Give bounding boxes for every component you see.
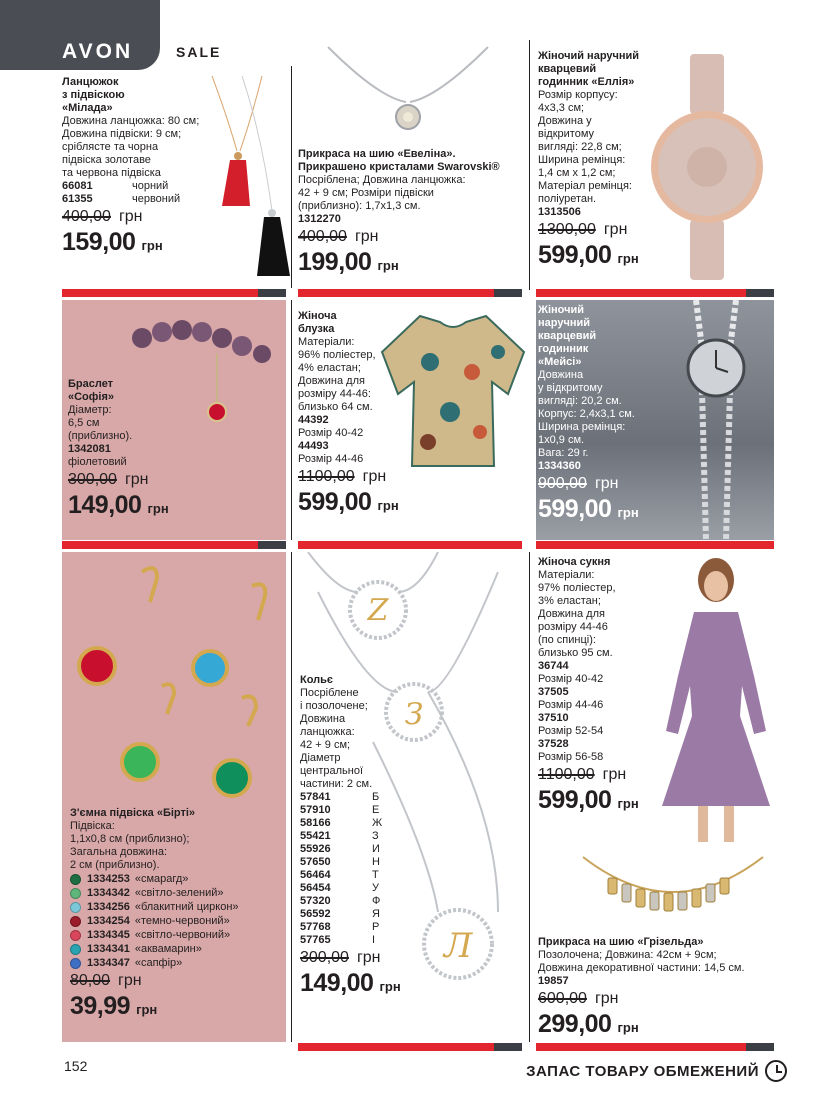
- old-price: 1300,00 грн: [538, 221, 628, 238]
- product-size: Розмір 40-42: [538, 673, 604, 685]
- stock-note: [526, 1060, 787, 1082]
- old-price: 600,00 грн: [538, 990, 619, 1007]
- product-desc: частини: 2 см.: [300, 778, 373, 790]
- product-sofia[interactable]: [62, 300, 286, 540]
- product-code: 37510: [538, 712, 569, 724]
- product-desc: Загальна довжина:: [70, 846, 168, 858]
- product-title: з підвіскою: [62, 89, 125, 101]
- birti-charms-image: [62, 558, 286, 798]
- product-desc: 6,5 см: [68, 417, 100, 429]
- new-price: 599,00 грн: [538, 241, 639, 269]
- product-title: «Мейсі»: [538, 356, 582, 368]
- product-desc: і позолочене;: [300, 700, 368, 712]
- product-desc: Довжина для: [538, 608, 605, 620]
- product-title: «Софія»: [68, 391, 114, 403]
- product-kolie[interactable]: [298, 552, 526, 1042]
- brand-logo: AVON: [62, 40, 134, 63]
- product-desc: 1x0,9 см.: [538, 434, 585, 446]
- swatch-dot: [70, 902, 81, 913]
- product-desc: Довжина підвіски: 9 см;: [62, 128, 182, 140]
- product-desc: Посріблене: [300, 687, 359, 699]
- swatch-dot: [70, 944, 81, 955]
- product-title: Браслет: [68, 378, 114, 390]
- divider: [529, 40, 530, 290]
- product-variant: фіолетовий: [68, 456, 127, 468]
- old-price: 300,00 грн: [68, 471, 149, 488]
- swatch-row[interactable]: 1334345 «світло-червоний»: [70, 928, 286, 942]
- product-dress[interactable]: [538, 556, 774, 846]
- swatch-dot: [70, 874, 81, 885]
- page-number: 152: [64, 1058, 88, 1074]
- svg-text:Л: Л: [443, 926, 473, 966]
- swatch-dot: [70, 916, 81, 927]
- product-code: 1342081: [68, 443, 111, 455]
- product-title: Жіноча: [298, 310, 337, 322]
- product-desc: Матеріали:: [538, 569, 595, 581]
- product-size: Розмір 44-46: [298, 453, 364, 465]
- product-code: 36744: [538, 660, 569, 672]
- divider: [291, 66, 292, 288]
- swatch-row[interactable]: 1334256 «блакитний циркон»: [70, 900, 286, 914]
- letter-codes: 57841 Б 57910 Е 58166 Ж 55421 З 55926 И 57650 Н 56464 Т 56454 У 57320 Ф 56592 Я 57768 Р 57765 І: [300, 791, 383, 946]
- product-title: «Мілада»: [62, 102, 113, 114]
- swatch-dot: [70, 888, 81, 899]
- variant-row: 66081 чорний: [62, 180, 169, 192]
- clock-icon: [765, 1060, 787, 1082]
- product-desc: Довжина: [300, 713, 346, 725]
- old-price: 900,00 грн: [538, 475, 619, 492]
- price-bar: [298, 541, 522, 549]
- product-desc: центральної: [300, 765, 364, 777]
- product-meisi[interactable]: [536, 300, 774, 540]
- stock-note-text: ЗАПАС ТОВАРУ ОБМЕЖЕНИЙ: [526, 1062, 759, 1080]
- new-price: 149,00 грн: [300, 969, 401, 997]
- product-desc: 97% поліестер,: [538, 582, 616, 594]
- product-title: Жіночий: [538, 304, 584, 316]
- product-desc: Ширина ремінця:: [538, 421, 626, 433]
- divider: [529, 552, 530, 1042]
- old-price: 80,00 грн: [70, 972, 142, 989]
- price-bar: [536, 289, 774, 297]
- swatch-row[interactable]: 1334253 «смарагд»: [70, 872, 286, 886]
- ellia-watch-image: [648, 54, 768, 280]
- svg-text:Z: Z: [367, 593, 389, 628]
- product-title: кварцевий: [538, 330, 597, 342]
- price-bar: [62, 541, 286, 549]
- sale-label: SALE: [176, 44, 222, 60]
- old-price: 1100,00 грн: [298, 468, 387, 485]
- new-price: 599,00 грн: [538, 495, 639, 523]
- new-price: 599,00 грн: [538, 786, 639, 814]
- product-title: З'ємна підвіска «Бірті»: [70, 807, 196, 819]
- new-price: 39,99 грн: [70, 992, 158, 1020]
- divider: [291, 300, 292, 540]
- swatch-dot: [70, 930, 81, 941]
- product-code: 44493: [298, 440, 329, 452]
- grizelda-necklace-image: [578, 852, 768, 922]
- product-size: Розмір 40-42: [298, 427, 364, 439]
- product-code: 37505: [538, 686, 569, 698]
- product-evelina[interactable]: [298, 42, 526, 287]
- product-desc: Довжина декоративної частини: 14,5 см.: [538, 962, 745, 974]
- product-desc: Діаметр:: [68, 404, 112, 416]
- product-ellia[interactable]: [538, 50, 774, 287]
- swatch-row[interactable]: 1334347 «сапфір»: [70, 956, 286, 970]
- product-desc: Підвіска:: [70, 820, 115, 832]
- product-code: 1334360: [538, 460, 581, 472]
- old-price: 400,00 грн: [298, 228, 379, 245]
- price-bar: [298, 289, 522, 297]
- product-title: Прикрашено кристалами Swarovski®: [298, 161, 500, 173]
- old-price: 400,00 грн: [62, 208, 143, 225]
- product-desc: 3% еластан;: [538, 595, 601, 607]
- product-size: Розмір 44-46: [538, 699, 604, 711]
- blouse-image: [380, 312, 526, 468]
- product-title: наручний: [538, 317, 591, 329]
- divider: [291, 552, 292, 1042]
- product-desc: 1,4 см x 1,2 см;: [538, 167, 616, 179]
- product-desc: Корпус: 2,4x3,1 см.: [538, 408, 635, 420]
- product-desc: Розмір корпусу:: [538, 89, 618, 101]
- product-desc: розміру 44-46:: [298, 388, 371, 400]
- product-title: Кольє: [300, 674, 333, 686]
- product-title: блузка: [298, 323, 335, 335]
- product-title: Ланцюжок: [62, 76, 119, 88]
- old-price: 300,00 грн: [300, 949, 381, 966]
- meisi-watch-image: [666, 300, 766, 540]
- product-milada[interactable]: [62, 76, 290, 286]
- evelina-necklace-image: [318, 42, 498, 142]
- new-price: 199,00 грн: [298, 248, 399, 276]
- product-desc: 42 + 9 см; Розміри підвіски: [298, 187, 434, 199]
- product-birti[interactable]: [62, 552, 286, 1042]
- product-desc: 2 см (приблизно).: [70, 859, 160, 871]
- swatch-row[interactable]: 1334254 «темно-червоний»: [70, 914, 286, 928]
- product-desc: близько 64 см.: [298, 401, 373, 413]
- product-title: Жіночий наручний: [538, 50, 640, 62]
- price-bar: [298, 1043, 522, 1051]
- product-desc: поліуретан.: [538, 193, 597, 205]
- product-desc: 4% еластан;: [298, 362, 361, 374]
- product-desc: 42 + 9 см;: [300, 739, 351, 751]
- new-price: 299,00 грн: [538, 1010, 639, 1038]
- product-desc: Матеріали:: [298, 336, 355, 348]
- product-code: 19857: [538, 975, 569, 987]
- product-desc: Вага: 29 г.: [538, 447, 589, 459]
- product-code: 37528: [538, 738, 569, 750]
- product-desc: вигляді: 20,2 см.: [538, 395, 622, 407]
- dress-image: [658, 556, 774, 846]
- product-desc: Матеріал ремінця:: [538, 180, 632, 192]
- product-title: Жіноча сукня: [538, 556, 611, 568]
- product-title: кварцевий: [538, 63, 597, 75]
- product-code: 44392: [298, 414, 329, 426]
- new-price: 599,00 грн: [298, 488, 399, 516]
- product-title: Прикраса на шию «Евеліна».: [298, 148, 456, 160]
- product-desc: (приблизно).: [68, 430, 133, 442]
- price-bar: [62, 289, 286, 297]
- svg-text:З: З: [404, 697, 424, 732]
- new-price: 149,00 грн: [68, 491, 169, 519]
- product-desc: 96% поліестер,: [298, 349, 376, 361]
- product-code: 1313506: [538, 206, 581, 218]
- swatch-dot: [70, 958, 81, 969]
- product-desc: 1,1x0,8 см (приблизно);: [70, 833, 190, 845]
- product-desc: 4x3,3 см;: [538, 102, 585, 114]
- product-desc: Посріблена; Довжина ланцюжка:: [298, 174, 466, 186]
- product-desc: (по спинці):: [538, 634, 596, 646]
- product-desc: Діаметр: [300, 752, 341, 764]
- product-desc: Довжина у: [538, 115, 592, 127]
- product-desc: та червона підвіска: [62, 167, 161, 179]
- product-desc: Довжина для: [298, 375, 365, 387]
- product-blouse[interactable]: [298, 310, 526, 540]
- product-title: Прикраса на шию «Грізельда»: [538, 936, 704, 948]
- product-desc: Довжина ланцюжка: 80 см;: [62, 115, 200, 127]
- swatch-row[interactable]: 1334341 «аквамарин»: [70, 942, 286, 956]
- variant-row: 61355 червоний: [62, 193, 181, 205]
- product-desc: розміру 44-46: [538, 621, 608, 633]
- swatch-row[interactable]: 1334342 «світло-зелений»: [70, 886, 286, 900]
- product-title: годинник «Еллія»: [538, 76, 635, 88]
- product-desc: сріблясте та чорна: [62, 141, 159, 153]
- product-desc: Позолочена; Довжина: 42см + 9см;: [538, 949, 717, 961]
- milada-pendant-image: [202, 76, 290, 281]
- product-size: Розмір 52-54: [538, 725, 604, 737]
- product-desc: близько 95 см.: [538, 647, 613, 659]
- product-desc: ланцюжка:: [300, 726, 355, 738]
- product-desc: Ширина ремінця:: [538, 154, 626, 166]
- price-bar: [536, 541, 774, 549]
- product-desc: у відкритому: [538, 382, 603, 394]
- new-price: 159,00 грн: [62, 228, 163, 256]
- product-desc: підвіска золотаве: [62, 154, 151, 166]
- price-bar: [536, 1043, 774, 1051]
- product-grizelda[interactable]: [538, 852, 774, 1042]
- product-size: Розмір 56-58: [538, 751, 604, 763]
- product-desc: Довжина: [538, 369, 584, 381]
- product-title: годинник: [538, 343, 589, 355]
- product-desc: (приблизно): 1,7x1,3 см.: [298, 200, 421, 212]
- old-price: 1100,00 грн: [538, 766, 627, 783]
- product-code: 1312270: [298, 213, 341, 225]
- product-desc: вигляді: 22,8 см;: [538, 141, 622, 153]
- product-desc: відкритому: [538, 128, 594, 140]
